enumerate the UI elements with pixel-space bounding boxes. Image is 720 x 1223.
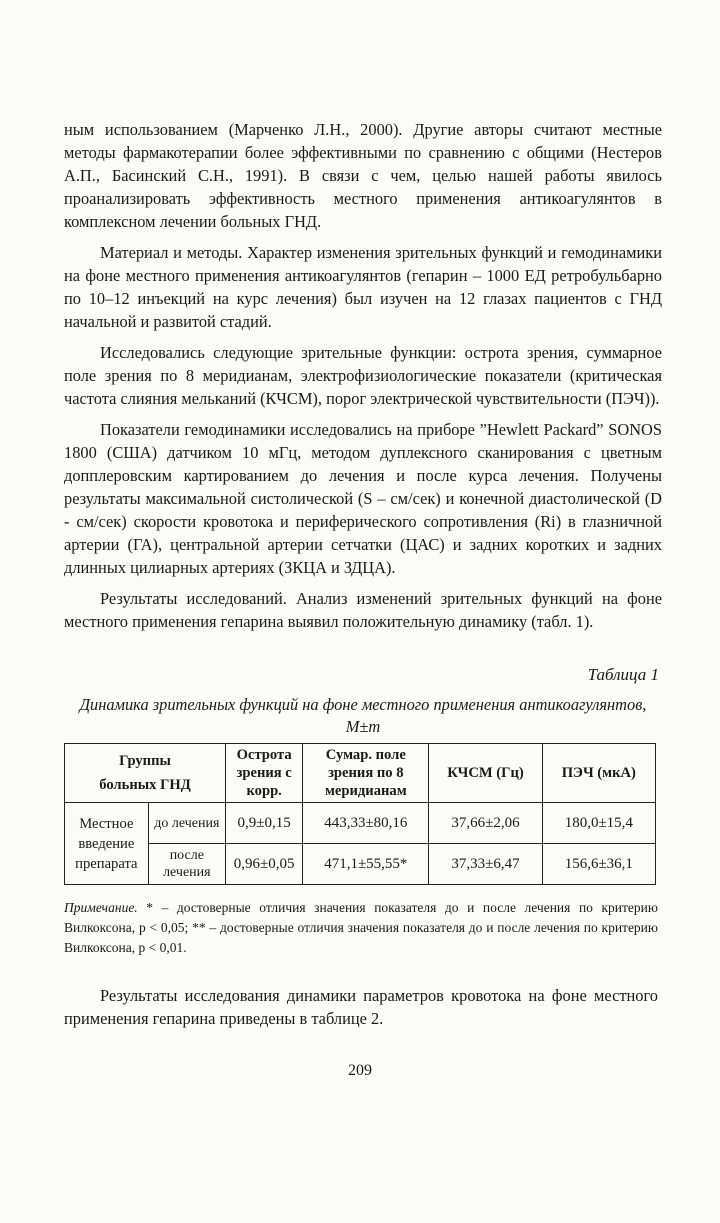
header-field: Сумар. поле зрения по 8 меридианам (303, 744, 429, 803)
table-header-row (65, 744, 656, 803)
table-row (65, 803, 656, 844)
body-text (64, 118, 662, 641)
closing-paragraph: Результаты исследования динамики параметров кровотока на фоне местного применения гепарина приведены в таблице 2. (64, 986, 658, 1028)
paragraph-1: ным использованием (Марченко Л.Н., 2000). Другие авторы считают местные методы фармакотерапии более эффективными по сравнению с общими (Нестеров А.П., Басинский С.Н., 1991). В связи с чем, целью нашей работы явилось проанализировать эффективность местного применения антикоагулянтов в комплексном лечении больных ГНД. (64, 120, 662, 231)
pech-cell: 180,0±15,4 (542, 803, 655, 844)
kchsm-cell: 37,66±2,06 (429, 803, 542, 844)
data-table (64, 743, 656, 885)
paragraph-3: Исследовались следующие зрительные функции: острота зрения, суммарное поле зрения по 8 меридианам, электрофизиологические показатели (критическая частота слияния мельканий (КЧСМ), порог электрической чувствительности (ПЭЧ)). (64, 343, 662, 408)
header-groups-line2: больных ГНД (99, 777, 191, 793)
pech-cell: 156,6±36,1 (542, 844, 655, 885)
kchsm-cell: 37,33±6,47 (429, 844, 542, 885)
period-cell: после лечения (148, 844, 225, 885)
page-number: 209 (348, 1062, 372, 1079)
paragraph-5: Результаты исследований. Анализ изменений зрительных функций на фоне местного применения гепарина выявил положительную динамику (табл. 1). (64, 589, 662, 631)
acuity-cell: 0,96±0,05 (225, 844, 302, 885)
group-name-cell: Местное введение препарата (65, 803, 149, 885)
field-cell: 471,1±55,55* (303, 844, 429, 885)
table-label: Таблица 1 (587, 665, 659, 684)
field-cell: 443,33±80,16 (303, 803, 429, 844)
table-caption: Динамика зрительных функций на фоне местного применения антикоагулянтов, M±m (79, 695, 647, 736)
paragraph-2: Материал и методы. Характер изменения зрительных функций и гемодинамики на фоне местного применения антикоагулянтов (гепарин – 1000 ЕД ретробульбарно по 10–12 инъекций на курс лечения) был изучен на 12 глазах пациентов с ГНД начальной и развитой стадий. (64, 243, 662, 331)
header-groups (65, 744, 226, 803)
header-groups-line1: Группы (119, 753, 171, 769)
period-cell: до лечения (148, 803, 225, 844)
note-text: * – достоверные отличия значения показателя до и после лечения по критерию Вилкоксона, p < 0,05; ** – достоверные отличия значения показателя до и после лечения по критерию Вилкоксона, p < 0,01. (64, 900, 658, 955)
acuity-cell: 0,9±0,15 (225, 803, 302, 844)
paragraph-4: Показатели гемодинамики исследовались на приборе ”Hewlett Packard” SONOS 1800 (США) датчиком 10 мГц, методом дуплексного сканирования с цветным допплеровским картированием до лечения и после курса лечения. Получены результаты максимальной систолической (S – см/сек) и конечной диастолической (D - см/сек) скорости кровотока и периферического сопротивления (Ri) в глазничной артерии (ГА), центральной артерии сетчатки (ЦАС) и задних коротких и задних длинных цилиарных артериях (ЗКЦА и ЗДЦА). (64, 420, 662, 577)
header-pech: ПЭЧ (мкА) (542, 744, 655, 803)
note-label: Примечание. (64, 900, 138, 915)
header-acuity: Острота зрения с корр. (225, 744, 302, 803)
table-note (64, 898, 658, 958)
table-row (65, 844, 656, 885)
header-kchsm: КЧСМ (Гц) (429, 744, 542, 803)
